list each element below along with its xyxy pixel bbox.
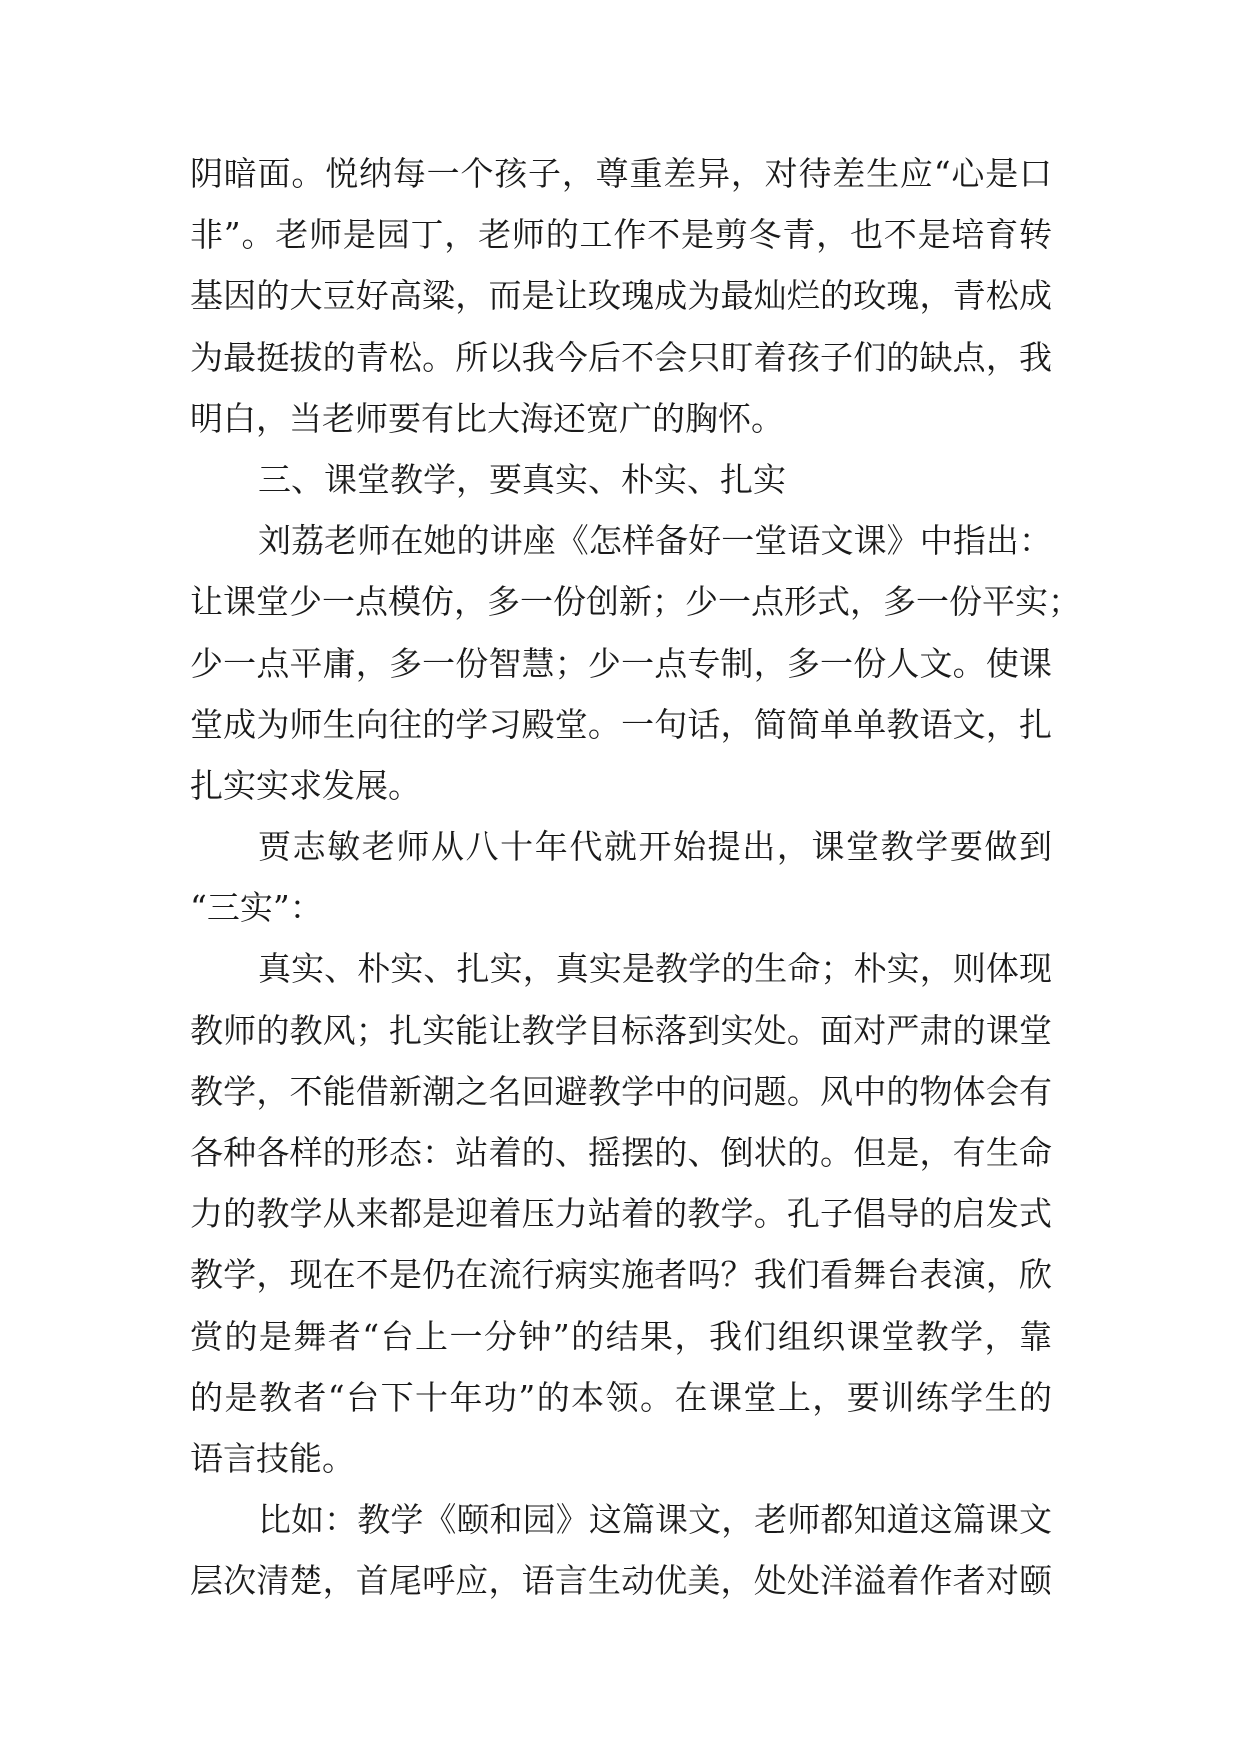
text-line: 各种各样的形态：站着的、摇摆的、倒状的。但是，有生命 (190, 1133, 1052, 1172)
text-line: “三实”： (190, 888, 323, 928)
text-line: 基因的大豆好高粱，而是让玫瑰成为最灿烂的玫瑰，青松成 (190, 276, 1052, 316)
text-line: 扎实实求发展。 (190, 765, 421, 805)
text-line: 堂成为师生向往的学习殿堂。一句话，简简单单教语文，扎 (190, 704, 1052, 744)
text-line: 刘荔老师在她的讲座《怎样备好一堂语文课》中指出： (258, 521, 1052, 561)
section-heading: 三、课堂教学，要真实、朴实、扎实 (258, 459, 786, 499)
text-line: 为最挺拔的青松。所以我今后不会只盯着孩子们的缺点，我 (190, 337, 1052, 377)
text-line: 明白，当老师要有比大海还宽广的胸怀。 (190, 398, 784, 438)
text-line: 语言技能。 (190, 1438, 355, 1478)
text-line: 赏的是舞者“台上一分钟”的结果，我们组织课堂教学，靠 (190, 1316, 1052, 1356)
text-line: 少一点平庸，多一份智慧；少一点专制，多一份人文。使课 (190, 643, 1052, 683)
text-line: 教学，现在不是仍在流行病实施者吗？我们看舞台表演，欣 (190, 1255, 1052, 1295)
text-line: 比如：教学《颐和园》这篇课文，老师都知道这篇课文 (258, 1500, 1052, 1540)
body-text (190, 143, 1081, 1612)
text-line: 教学，不能借新潮之名回避教学中的问题。风中的物体会有 (190, 1071, 1052, 1111)
text-line: 真实、朴实、扎实，真实是教学的生命；朴实，则体现 (258, 949, 1052, 989)
text-line: 贾志敏老师从八十年代就开始提出，课堂教学要做到 (258, 827, 1052, 867)
text-line: 的是教者“台下十年功”的本领。在课堂上，要训练学生的 (190, 1377, 1052, 1417)
text-line: 教师的教风；扎实能让教学目标落到实处。面对严肃的课堂 (190, 1010, 1052, 1050)
text-line: 非”。老师是园丁，老师的工作不是剪冬青，也不是培育转 (190, 215, 1052, 255)
text-line: 让课堂少一点模仿，多一份创新；少一点形式，多一份平实； (190, 582, 1081, 622)
text-line: 层次清楚，首尾呼应，语言生动优美，处处洋溢着作者对颐 (190, 1561, 1052, 1601)
text-line: 阴暗面。悦纳每一个孩子，尊重差异，对待差生应“心是口 (190, 154, 1052, 193)
text-line: 力的教学从来都是迎着压力站着的教学。孔子倡导的启发式 (190, 1194, 1052, 1234)
